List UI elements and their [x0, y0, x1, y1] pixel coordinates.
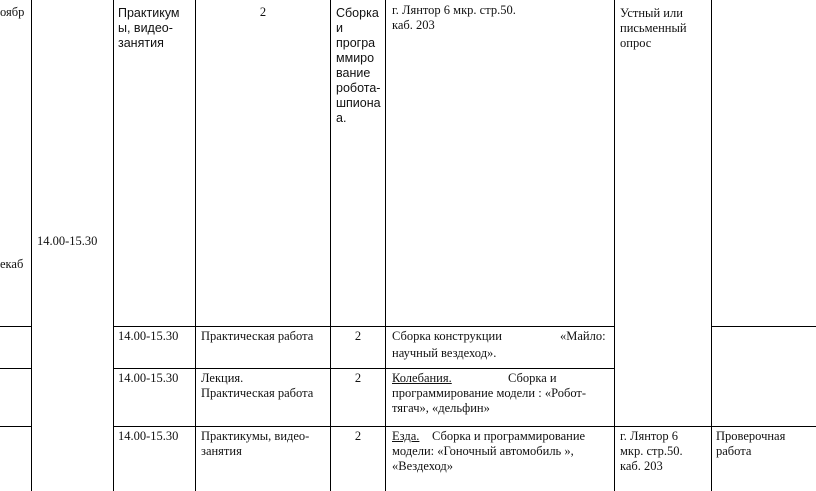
grid-line	[614, 0, 615, 491]
row1-hours: 2	[259, 5, 267, 19]
row1-topic: Сборка и програ ммиро вание робота- шпиона а.	[336, 6, 381, 125]
row2-time: 14.00-15.30	[118, 329, 179, 343]
row4-place: г. Лянтор 6 мкр. стр.50. каб. 203	[620, 429, 683, 473]
grid-line	[113, 368, 615, 369]
row1-control: Устный или письменный опрос	[620, 6, 687, 50]
row2-topic-part2: «Майло:	[560, 329, 606, 343]
grid-line	[330, 0, 331, 491]
grid-line	[113, 326, 615, 327]
row4-form: Практикумы, видео- занятия	[201, 429, 310, 458]
row1-place: г. Лянтор 6 мкр. стр.50. каб. 203	[392, 3, 516, 32]
row1-form: Практикум ы, видео- занятия	[118, 6, 180, 50]
row4-topic-line2: модели: «Гоночный автомобиль »,	[392, 444, 574, 458]
grid-line	[711, 0, 712, 491]
row4-hours: 2	[354, 429, 362, 443]
row2-topic-line2: научный вездеход».	[392, 346, 497, 360]
left-fragment-bottom: екаб	[0, 257, 24, 271]
grid-line	[0, 326, 32, 327]
time-cell: 14.00-15.30	[37, 234, 98, 248]
grid-line	[113, 0, 114, 491]
row2-form: Практическая работа	[201, 329, 314, 343]
row4-time: 14.00-15.30	[118, 429, 179, 443]
left-fragment-top: оябр	[0, 5, 25, 19]
row3-topic-line2: программирование модели : «Робот-	[392, 386, 587, 400]
grid-line	[385, 0, 386, 491]
row3-topic-rest: Сборка и	[508, 371, 557, 385]
grid-line	[31, 0, 32, 491]
row4-topic-rest: Сборка и программирование	[432, 429, 586, 443]
grid-line	[0, 426, 32, 427]
row3-hours: 2	[354, 371, 362, 385]
row2-topic-part1: Сборка конструкции	[392, 329, 502, 343]
row4-topic-underlined: Езда.	[392, 429, 420, 443]
grid-line	[195, 0, 196, 491]
grid-line	[711, 326, 816, 327]
grid-line	[113, 426, 816, 427]
row3-topic-underlined: Колебания.	[392, 371, 452, 385]
row4-topic-line3: «Вездеход»	[392, 459, 454, 473]
row3-time: 14.00-15.30	[118, 371, 179, 385]
row3-topic-line3: тягач», «дельфин»	[392, 401, 490, 415]
row3-form: Лекция. Практическая работа	[201, 371, 314, 400]
grid-line	[0, 368, 32, 369]
row2-hours: 2	[354, 329, 362, 343]
row4-control: Проверочная работа	[716, 429, 786, 458]
